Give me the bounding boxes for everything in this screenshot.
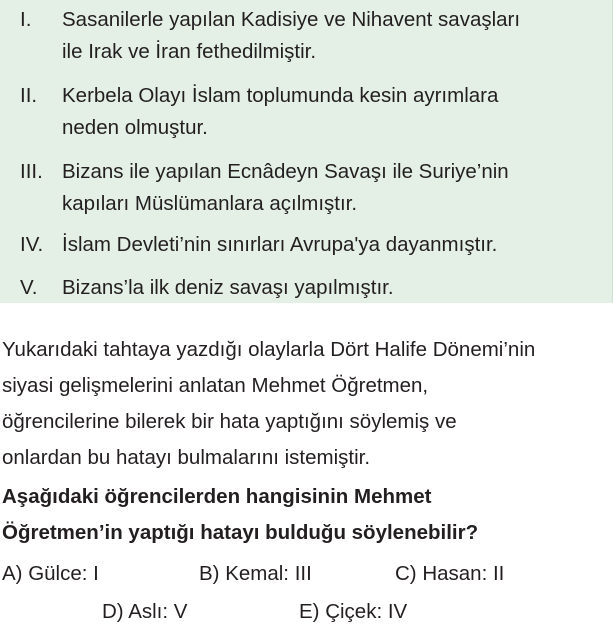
statement-number: V. bbox=[20, 276, 38, 299]
statement-line: neden olmuştur. bbox=[62, 116, 208, 139]
statement-number: IV. bbox=[20, 233, 44, 256]
statement-line: Bizans’la ilk deniz savaşı yapılmıştır. bbox=[62, 276, 394, 299]
statement-line: Sasanilerle yapılan Kadisiye ve Nihavent savaşları bbox=[62, 8, 521, 31]
prompt-line: Öğretmen’in yaptığı hatayı bulduğu söylenebilir? bbox=[2, 521, 479, 544]
stem-line: Yukarıdaki tahtaya yazdığı olaylarla Dört Halife Dönemi’nin bbox=[2, 338, 536, 361]
prompt-line: Aşağıdaki öğrencilerden hangisinin Mehmet bbox=[2, 485, 432, 508]
question-stem bbox=[2, 332, 612, 476]
option-d[interactable]: D) Aslı: V bbox=[102, 600, 188, 623]
statement-board bbox=[0, 0, 613, 303]
stem-line: onlardan bu hatayı bulmalarını istemiştir. bbox=[2, 446, 371, 469]
option-b[interactable]: B) Kemal: III bbox=[199, 562, 312, 585]
statement-line: Bizans ile yapılan Ecnâdeyn Savaşı ile Suriye’nin bbox=[62, 160, 509, 183]
question-prompt bbox=[2, 479, 612, 551]
statement-number: I. bbox=[20, 8, 32, 31]
stem-line: öğrencilerine bilerek bir hata yaptığını söylemiş ve bbox=[2, 410, 457, 433]
option-e[interactable]: E) Çiçek: IV bbox=[299, 600, 408, 623]
option-c[interactable]: C) Hasan: II bbox=[395, 562, 505, 585]
statement-line: Kerbela Olayı İslam toplumunda kesin ayrımlara bbox=[62, 84, 499, 107]
stem-line: siyasi gelişmelerini anlatan Mehmet Öğretmen, bbox=[2, 374, 429, 397]
statement-number: III. bbox=[20, 160, 43, 183]
option-a[interactable]: A) Gülce: I bbox=[2, 562, 99, 585]
statement-line: ile Irak ve İran fethedilmiştir. bbox=[62, 40, 317, 63]
statement-number: II. bbox=[20, 84, 38, 107]
statement-line: İslam Devleti’nin sınırları Avrupa'ya dayanmıştır. bbox=[62, 233, 498, 256]
statement-line: kapıları Müslümanlara açılmıştır. bbox=[62, 192, 358, 215]
